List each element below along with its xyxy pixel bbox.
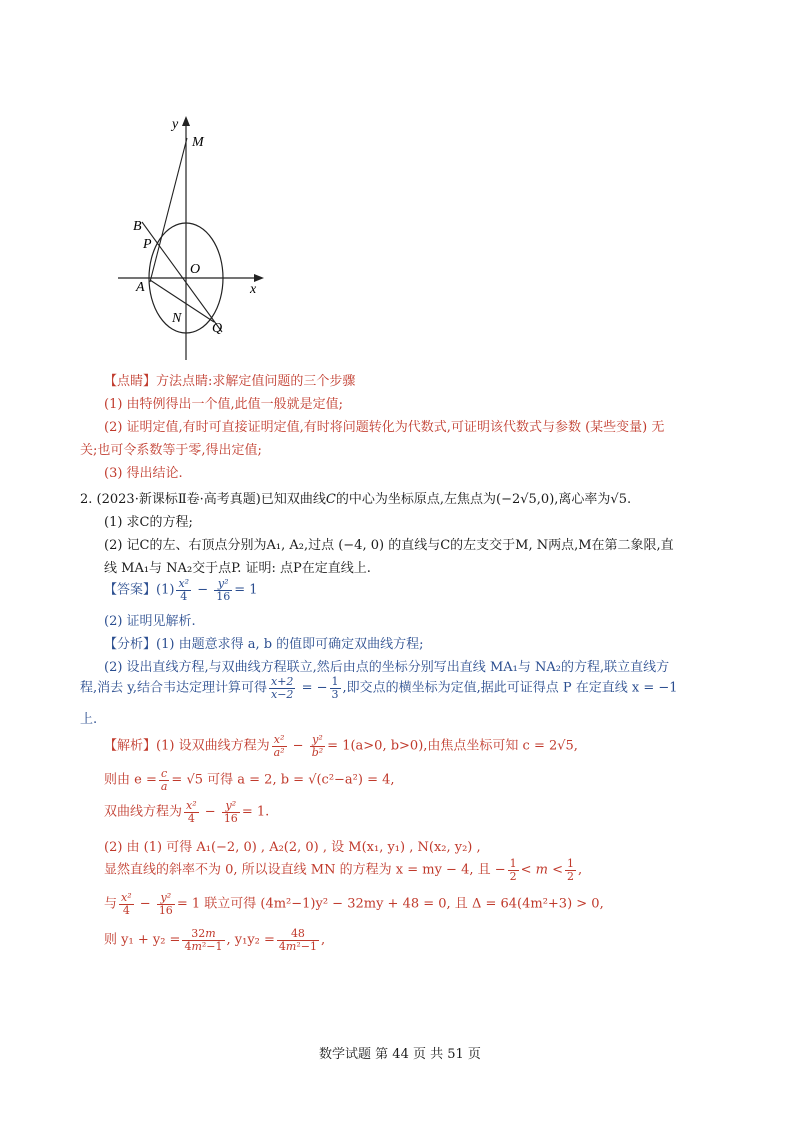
solution-line7: 则 y₁ + y₂ = $\frac{32m}{\text{4m²−1}}$ , y₁y₂ = $\frac{48}{\text{4m²−1}}$ , — [104, 927, 326, 953]
analysis-p2c: 上. — [80, 712, 98, 727]
solution-line3: 双曲线方程为 $\frac{\text{x²}}{4}$ − $\frac{\text{y²}}{16}$ = 1. — [104, 799, 270, 825]
solution-line1: 【解析】(1) 设双曲线方程为 $\frac{\text{x²}}{\text{a²}}$ − $\frac{\text{y²}}{\text{b²}}$ = 1(a>0, b>0),由焦点坐标可知 c = 2√5, — [104, 733, 578, 759]
answer-a1-prefix: (1) — [156, 582, 175, 598]
analysis-tag: 【分析】 — [104, 637, 157, 652]
solution-tag: 【解析】 — [104, 738, 157, 754]
x-axis-arrow — [254, 274, 264, 282]
solution-l6-post: = 1 联立可得 (4m²−1)y² − 32my + 48 = 0, 且 Δ = 64(4m²+3) > 0, — [176, 896, 604, 912]
analysis-line3: 程,消去 y,结合韦达定理计算可得 $\frac{x+2}{x-2}$ = − $\frac{1}{3}$ ,即交点的横坐标为定值,据此可证得点 P 在定直线 x = −1 — [80, 675, 678, 701]
analysis-p2b-pre: 程,消去 y,结合韦达定理计算可得 — [80, 680, 268, 696]
problem-stem-d: . — [626, 492, 632, 507]
label-y: y — [172, 117, 179, 132]
label-M: M — [192, 135, 204, 150]
label-B: B — [133, 219, 142, 234]
solution-l3-pre: 双曲线方程为 — [104, 804, 183, 820]
solution-line6: 与 $\frac{\text{x²}}{4}$ − $\frac{\text{y²}}{16}$ = 1 联立可得 (4m²−1)y² − 32my + 48 = 0, 且 Δ = 64(4m²+3) > 0, — [104, 891, 604, 917]
answer-a2: (2) 证明见解析. — [104, 614, 196, 629]
label-Q: Q — [212, 321, 223, 336]
solution-l2-pre: 则由 e = — [104, 772, 157, 788]
answer-a1-eq: = 1 — [234, 582, 258, 598]
tip-step3: (3) 得出结论. — [104, 466, 183, 481]
solution-l7-mid: , y₁y₂ = — [226, 932, 275, 948]
solution-l5-pre: 显然直线的斜率不为 0, 所以设直线 MN 的方程为 x = my − 4, 且 − — [104, 862, 506, 878]
problem-stem-c: ,离心率为 — [554, 492, 611, 507]
tip-step1: (1) 由特例得出一个值,此值一般就是定值; — [104, 397, 344, 412]
problem-q2a: (2) 记C的左、右顶点分别为A₁, A₂,过点 (−4, 0) 的直线与C的左支交于M, N两点,M在第二象限,直 — [104, 538, 674, 553]
solution-line2: 则由 e = $\frac{c}{a}$ = √5 可得 a = 2, b = √(c²−a²) = 4, — [104, 767, 395, 793]
solution-l1-pre: (1) 设双曲线方程为 — [156, 738, 270, 754]
solution-l7-post: , — [320, 932, 326, 948]
y-axis-arrow — [182, 116, 190, 126]
label-x: x — [250, 282, 257, 297]
problem-focus: (−2√5,0) — [496, 492, 555, 507]
solution-l6-pre: 与 — [104, 896, 118, 912]
solution-l2-post: = √5 可得 a = 2, b = √(c²−a²) = 4, — [171, 772, 395, 788]
analysis-p2b-post: ,即交点的横坐标为定值,据此可证得点 P 在定直线 x = −1 — [342, 680, 678, 696]
problem-stem-b: 的中心为坐标原点,左焦点为 — [335, 492, 496, 507]
tip-step2b: 关;也可令系数等于零,得出定值; — [80, 443, 262, 458]
page-footer: 数学试题 第 44 页 共 51 页 — [319, 1047, 481, 1062]
problem-q2b: 线 MA₁与 NA₂交于点P. 证明: 点P在定直线上. — [104, 561, 371, 576]
label-P: P — [143, 237, 152, 252]
problem-source: (2023·新课标Ⅱ卷·高考真题) — [96, 492, 261, 507]
problem-number: 2. — [80, 492, 93, 507]
label-A: A — [136, 280, 145, 295]
analysis-p2a: (2) 设出直线方程,与双曲线方程联立,然后由点的坐标分别写出直线 MA₁与 NA₂的方程,联立直线方 — [104, 660, 670, 675]
tip-tag: 【点睛】 — [104, 374, 157, 389]
label-O: O — [190, 262, 201, 277]
solution-l3-post: = 1. — [241, 804, 270, 820]
problem-q1: (1) 求C的方程; — [104, 515, 193, 530]
solution-l5-post: , — [578, 862, 583, 878]
tip-intro-line — [104, 370, 355, 389]
line-AM — [150, 138, 187, 282]
answer-tag: 【答案】 — [104, 582, 157, 598]
problem-stem — [80, 488, 631, 507]
solution-l7-pre: 则 y₁ + y₂ = — [104, 932, 181, 948]
analysis-p1: (1) 由题意求得 a, b 的值即可确定双曲线方程; — [156, 637, 424, 652]
geometry-figure — [110, 110, 280, 365]
solution-l4: (2) 由 (1) 可得 A₁(−2, 0) , A₂(2, 0) , 设 M(x₁, y₁) , N(x₂, y₂) , — [104, 840, 481, 855]
solution-line5: 显然直线的斜率不为 0, 所以设直线 MN 的方程为 x = my − 4, 且 − $\frac{1}{2}$ < m < $\frac{1}{2}$ , — [104, 857, 583, 883]
tip-intro: 方法点睛:求解定值问题的三个步骤 — [156, 374, 356, 389]
tip-step2a: (2) 证明定值,有时可直接证明定值,有时将问题转化为代数式,可证明该代数式与参数 (某些变量) 无 — [104, 420, 665, 435]
line-BQ — [142, 222, 222, 332]
problem-ecc: √5 — [610, 492, 627, 507]
answer-line1: 【答案】(1) $\frac{\text{x²}}{4}$ − $\frac{\text{y²}}{16}$ = 1 — [104, 577, 258, 603]
label-N: N — [172, 311, 182, 326]
solution-l1-mid: = 1(a>0, b>0),由焦点坐标可知 c = 2√5, — [327, 738, 578, 754]
problem-stem-a: 已知双曲线 — [260, 492, 326, 507]
analysis-line1 — [104, 633, 424, 652]
problem-C: C — [325, 492, 336, 507]
